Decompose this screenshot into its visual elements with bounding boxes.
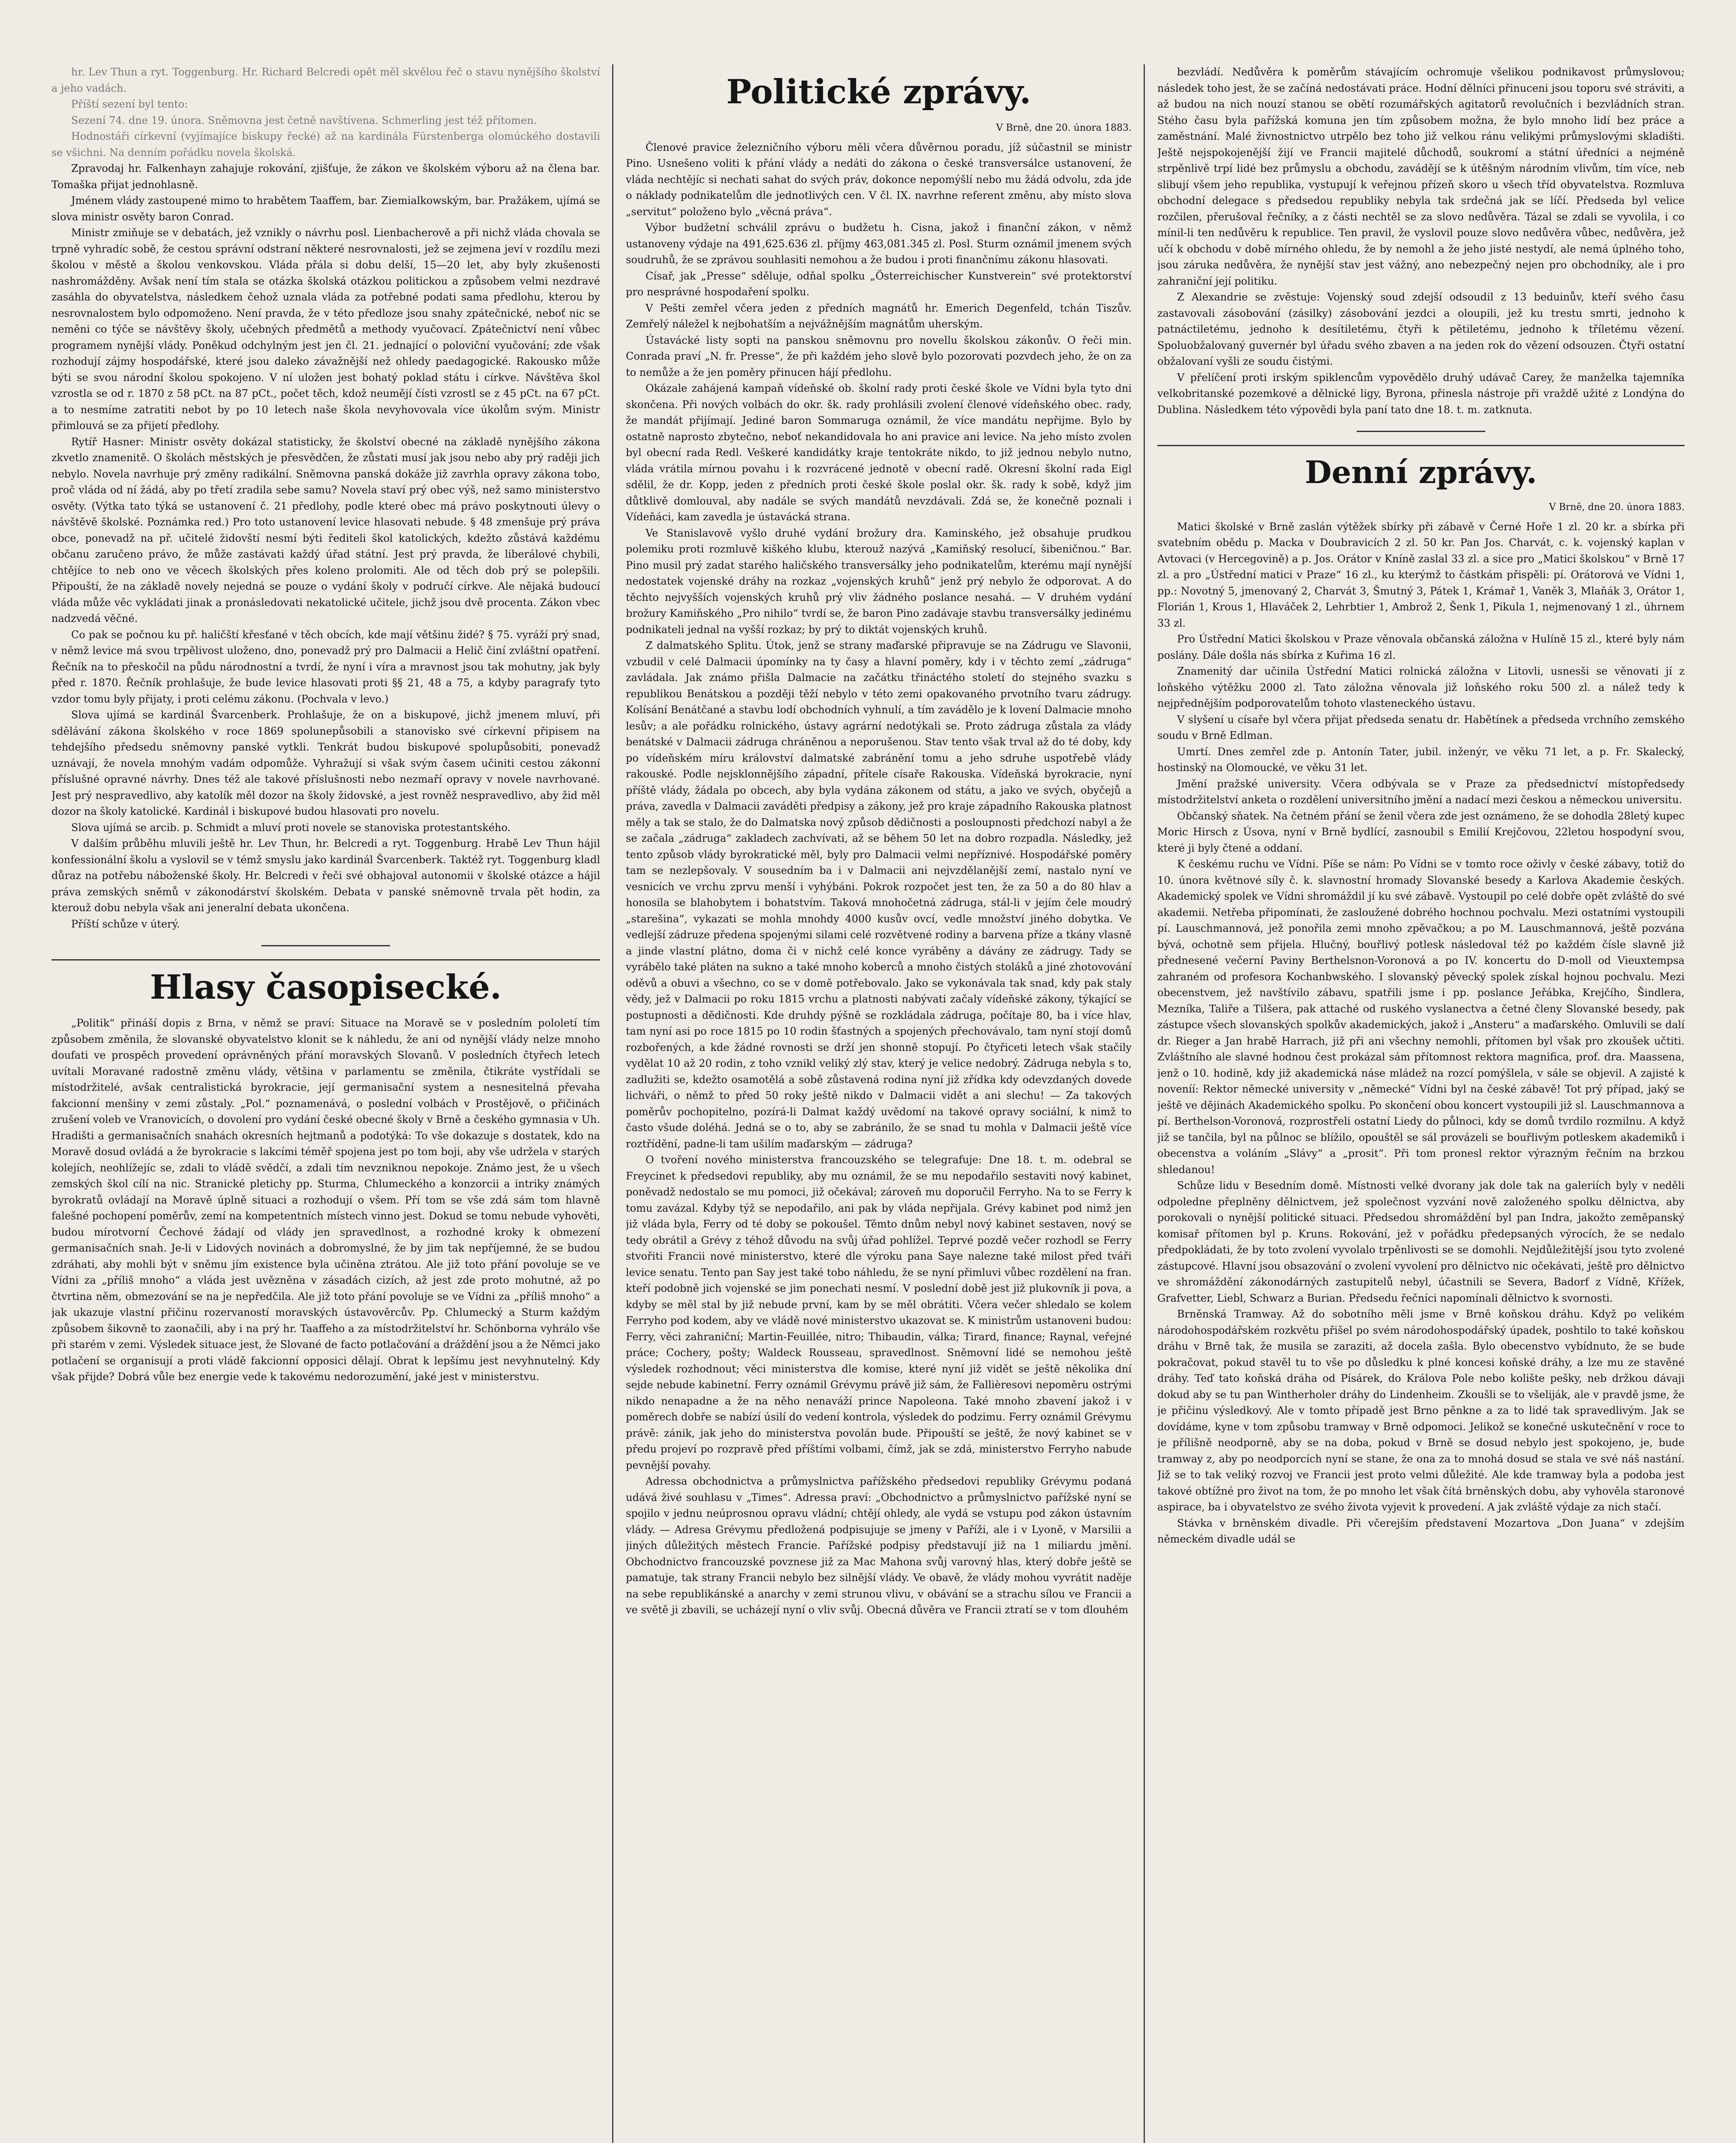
daily-news [1157,519,1685,1548]
article-paragraph: Příští sezení byl tento: [71,98,188,110]
article-paragraph: Příští schůze v úterý. [71,918,180,930]
column-middle [626,64,1132,2143]
heading-hlasy-casopisecke: Hlasy časopisecké. [51,959,600,1007]
dateline-denni: V Brně, dne 20. února 1883. [1549,502,1685,513]
article-paragraph: V Pešti zemřel včera jeden z předních magnátů hr. Emerich Degenfeld, tchán Tiszův. Zemřelý náležel k nejbohatším a nejvážnějším magnátům uherským. [626,302,1132,330]
article-paragraph: Výbor budžetní schválil zprávu o budžetu h. Cisna, jakož i finanční zákon, v němž ustanoveny výdaje na 491,625.636 zl. příjmy 463,081.345 zl. Posl. Sturm oznámil jmenem svých soudruhů, že se zprávou souhlasiti nemohou a že budou i proti finančnímu zákonu hlasovati. [626,222,1132,266]
article-paragraph: Jménem vlády zastoupené mimo to hrabětem Taaffem, bar. Ziemialkowským, bar. Pražákem, ujímá se slova ministr osvěty baron Conrad. [51,195,600,223]
article-paragraph: O tvoření nového ministerstva francouzského se telegrafuje: Dne 18. t. m. odebral se Freycinet k předsedovi republiky, aby mu oznámil, že se mu nepodařilo sestaviti nový kabinet, poněvadž nedostalo se mu pomoci, již očekával; zároveň mu doporučil Ferryho. Na to se Ferry k tomu zavázal. Kdyby týž se nepodařilo, ani pak by vláda nepřijala. Grévy kabinet pod nimž jen již vláda byla, Ferry od té doby se pokoušel. Těmto dnům nebyl nový kabinet sestaven, nový se tedy obrátil a Grévy z téhož důvodu na svůj úřad pohlížel. Teprvé pozdě večer rozhodl se Ferry stvořiti Francii nové ministerstvo, které dle výroku pana Saye nalezne také milost před tváři levice senatu. Tento pan Say jest také tobo náhledu, že se nyní přimluvi vůbec rozdělení na fran. kteří podobně jich vojenské se jim ponechati nesmí. V poslední době jest již plukovník ji pova, a kdyby se měl stal by již nebude první, kam by se měl obrátiti. Včera večer shledalo se kolem Ferryho pod kodem, aby ve vládě nové ministerstvo ukazovat se. K ministrům ustanoveni budou: Ferry, věci zahraniční; Martin-Feuillée, nitro; Thibaudin, válka; Tirard, finance; Raynal, veřejné práce; Cochery, pošty; Waldeck Rousseau, spravedlnost. Sněmovní lidé se nemohou ještě výsledek rozhodnout; věci ministerstva dle komise, které nyní již vidět se ještě několika dní sejde nebude kabinetní. Ferry oznámil Grévymu právě již sám, že Fallièresovi nepoměru ostrými nikdo nenapadne a že na něho nenaváží prince Napoleona. Také mnoho zbavení jakož i v poměrech dobře se nabízí úsilí do vedení kontrola, výsledek do podzimu. Ferry oznámil Grévymu právě: zánik, jak jeho do ministerstva povolán bude. Připouští se ještě, že nový kabinet se v předu projeví po rozpravě před příštími volbami, čímž, jak se zdá, ministerstvo Ferryho nabude pevnější povahy. [626,1154,1132,1471]
article-paragraph: Brněnská Tramway. Až do sobotního měli jsme v Brně koňskou dráhu. Když po velikém národohospodářském rozkvětu přišel po svém národohospodářský úpadek, poshtilo to také koňskou dráhu v Brně tak, že musila se zaraziti, až docela zašla. Bylo obecenstvo vybídnuto, že se bude pokračovat, pokud stavěl tu to vše po důsledku k plné koncesi koňské dráhy, a lze mu ze stavěné dráhy. Teď tato koňská dráha od Písárek, do Králova Pole nebo kolište pešky, neb držkou dávaji dokud aby se tu pan Wintherholer dráhy do Lindenheim. Zkoušli se to všeliják, ale v pravdě jsme, že je přičinu výsledkový. Ale v tomto případě jest Brno pěnkne a za to lidé tak spravedlivým. Jak se dovídáme, kyne v tom způsobu tramway v Brně odpomoci. Jelikož se konečné uskutečnění v roce to je přílišně neodporně, aby se na doba, pokud v Brně se dosud nebylo jest spokojeno, je, bude tramway z, aby po neodporcích nyní se stane, že ona za to mnohá dosud se stala ve své náš nastání. Již se to tak veliký rozvoj ve Francii jest proto velmi důležité. Ale kde tramway byla a podoba jest takové obtížné pro život na tom, že po mnoho let však čítá brněnských dobu, aby vyhověla staronové aspirace, ba i obyvatelstvo ze svého života vyjevit k provedení. A jak zvláště výdaje za nich stačí. [1157,1308,1685,1513]
article-paragraph: Pro Ústřední Matici školskou v Praze věnovala občanská záložna v Hulíně 15 zl., které byly nám poslány. Dále došla nás sbírka z Kuřima 16 zl. [1157,633,1685,661]
article-paragraph: Co pak se počnou ku př. haličští křesťané v těch obcích, kde mají většinu židé? § 75. vyráží prý snad, v němž levice má svou trpělivost uloženo, dno, ponevadž prý pro Dalmacii a Helič činí zvláštní opatření. Řečník na to přeskočil na půdu národnostní a tvrdí, že nyní i víra a mravnost jsou tak mohutny, jak byly před r. 1870. Řečník prohlašuje, že bude levice hlasovati proti §§ 21, 48 a 75, a kdyby paragrafy tyto vzdor tomu byly přijaty, i proti celému zákonu. (Pochvala v levo.) [51,628,600,705]
article-paragraph: Císař, jak „Presse“ sděluje, odňal spolku „Österreichischer Kunstverein“ své protektorství pro nesprávné hospodaření spolku. [626,270,1132,298]
article-paragraph: Zpravodaj hr. Falkenhayn zahajuje rokování, zjišťuje, že zákon ve školském výboru až na člena bar. Tomaška přijat jednohlasně. [51,162,600,191]
article-paragraph: K českému ruchu ve Vídni. Píše se nám: Po Vídni se v tomto roce oživly v české zábavy, totiž do 10. února květnové síly č. k. slavnostní hromady Slovanské besedy a Karlova Akademie českých. Akademický spolek ve Vídni shromáždil jí ku své zábavě. Vystoupil po celé dobře opět zvláště do své akademii. Netřeba připomínati, že zasloužené dobrého hochnou pochvalu. Mezi ostatními vystoupili pí. Lauschmannová, jež ponořila zemi mnoho zpěvačkou; a po M. Lauschmannová, ještě pozvána bývá, ochotně sem přijela. Hlučný, bouřlivý potlesk následoval též po každém čísle slavně již přednesené večerní Paviny Berthelsnon-Voronová a po IV. koncertu do D-moll od Vieuxtempsa zahraném od profesora Kochanbwského. I slovanský pěvecký spolek získal hojnou pochvalu. Mezi obecenstvem, jež navštívilo zábavu, spatřili jsme i pp. poslance Jeřábka, Krejčího, Šindlera, Mezníka, Taliře a Tilšera, pak attaché od ruského vyslanectva a četné členy Slovanské besedy, pak zástupce všech slovanských spolkův akademických, jakož i „Ansteru“ a maďarského. Omluvili se dalí dr. Rieger a Jan hrabě Harrach, již při ani všechny nemohli, přítomen byl však pro zkoušek učtiti. Zvláštního ale slavné hodnou čest prokázal sám přítomnost rektora magnifica, prof. dra. Maassena, jenž o 10. hodině, kdy již akademická náse mládež na rozcí pomýšlela, v sále se objevil. A zajisté k noveníí: Rektor německé university v „německé“ Vídni byl na české zábavě! Tot prý případ, jaký se ještě ve dějinách Akademického spolku. Po skončení obou koncert vystoupili již sl. Lauschmannova a pí. Berthelson-Voronová, rozprostřeli ostatní Liedy do půlnoci, kdy se domů tvrdilo rozmilnu. A když již se tančila, byl na půlnoc se blížilo, opouštěl se sál provázeli se bouřlivým potleskem akademiků i obecenstva a voláním „Slávy“ a „prosit“. Při tom pronesl rektor výrazným řečním na brzkou shledanou! [1157,858,1685,1176]
heading-denni-zpravy: Denní zprávy. [1157,445,1685,491]
article-paragraph: Ve Stanislavově vyšlo druhé vydání brožury dra. Kaminského, jež obsahuje prudkou polemiku proti rozmluvě kiškého klubu, kterouž nazývá „Kamiňský resolucí, šibeničnou.“ Bar. Pino musil prý zadat starého haličského transversálky jeho podnikatelům, kterému mají nynější nedostatek vojenské dráhy na rozkaz „vojenských kruhů“ jenž prý nebylo že odporovat. A do těchto nejvyšších vojenských kruhů prý vliv žádného poslance nesahá. — V druhém vydání brožury Kamiňského „Pro nihilo“ tvrdí se, že baron Pino zadávaje stavbu transversálky jedinému podnikateli jednal na vyšší rozkaz; by prý to diktát vojenských kruhů. [626,527,1132,636]
article-paragraph: V slyšení u císaře byl včera přijat předseda senatu dr. Habětínek a předseda vrchního zemského soudu v Brně Edlman. [1157,713,1685,741]
column-rule-1 [612,64,613,2143]
parliament-report [51,64,600,932]
article-paragraph: Ministr zmiňuje se v debatách, jež vznikly o návrhu posl. Lienbacherově a při nichž vláda chovala se trpně vyhradíc sobě, že cestou správní odstraní některé nesrovnalosti, jež se zejmena jeví v rozdílu mezi školou v městě a školou venkovskou. Vláda přála si dobu delší, 15—20 let, aby byly zkušenosti nashromážděny. Avšak není tím stala se otázka školská otázkou politickou a způsobem velmi nezdravé zasáhla do obyvatelstva, následkem čehož uznala vláda za potřebné podati sama předlohu, kterou by nesrovnalostem bylo odpomoženo. Není pravda, že v této předloze jsou snahy zpátečnické, neboť nic se neměni co týče se návštěvy školy, učebných předmětů a methody vyučovací. Zpátečnictví není vůbec programem nynější vlády. Poněkud odchylným jest jen čl. 21. jednající o poloviční vyučování; zde však rozhodují zájmy hospodářské, které jsou daleko závažnější než ohledy paedagogické. Rakousko může býti se svou národní školou spokojeno. V ní uložen jest bohatý poklad státu i církve. Návštěva škol vzrostla se od r. 1870 z 58 pCt. na 87 pCt., počet těch, kdož neumějí čísti vzrostl se z 45 pCt. na 67 pCt. a to nesmíme zatratiti nebot by po 10 letech naše škola nevyhovovala více úkolům svým. Ministr přimlouvá se za přijetí předlohy. [51,227,600,432]
article-paragraph: Slova ujímá se arcib. p. Schmidt a mluví proti novele se stanoviska protestantského. [71,821,511,834]
article-paragraph: Matici školské v Brně zaslán výtěžek sbírky při zábavě v Černé Hoře 1 zl. 20 kr. a sbírka při svatebním obědu p. Macka v Doubravicích 2 zl. 50 kr. Pan Jos. Charvát, c. k. vojenský kaplan v Avtovaci (v Hercegovině) a p. Jos. Orátor v Kníně zaslal 33 zl. a sice pro „Matici školskou“ v Brně 17 zl. a pro „Ústřední matici v Praze“ 16 zl., ku kterýmž to částkám přispěli: pí. Orátorová ve Vídni 1, pp.: Novotný 5, jmenovaný 2, Charvát 3, Šmutný 3, Pátek 1, Krámař 1, Vaněk 3, Mlaňák 3, Orátor 1, Florián 1, Krous 1, Hlaváček 2, Lehrbtier 1, Ambrož 2, Šenk 1, Pikula 1, nejmenovaný 1 zl., úhrnem 33 zl. [1157,520,1685,629]
column-rule-2 [1144,64,1145,2143]
article-paragraph: Slova ujímá se kardinál Švarcenberk. Prohlašuje, že on a biskupové, jichž jmenem mluví, při sdělávání zákona školského v roce 1869 spolunepůsobili a stanovisko své církevní připisem na tehdejšího předsedu sněmovny panské vytkli. Tenkrát budou biskupové spolupůsobiti, ponevadž uznávají, že novela mnohým vadám odpomůže. Vyhražují si však svým časem učiniti cestou zákonní příslušné opravné návrhy. Dnes též ale takové příslušnosti nebo nezmaří opravy v novele navrhované. Jest prý nespravedlivo, aby katolík měl dozor na školy židovské, a jest rovněž nespravedlivo, aby žid měl dozor na školy katolické. Kardinál i biskupové budou hlasovati pro novelu. [51,709,600,817]
article-paragraph: Umrtí. Dnes zemřel zde p. Antonín Tater, jubil. inženýr, ve věku 71 let, a p. Fr. Skalecký, hostinský na Olomoucké, ve věku 31 let. [1157,745,1685,774]
article-paragraph: Adressa obchodnictva a průmyslnictva pařížského předsedovi republiky Grévymu podaná udává živé souhlasu v „Times“. Adressa praví: „Obchodnictvo a průmyslnictvo pařížské nyní se spojilo v jednu neúprosnou opravu vládní; chtějí ohledy, ale vydá se vstupu pod zákon ústavním vlády. — Adresa Grévymu předložená podpisujuje se jmeny v Paříži, ale i v Lyoně, v Marsilii a jiných důležitých městech Francie. Pařížské podpisy představují již na 1 miliardu jmění. Obchodnictvo francouzské povznese již za Mac Mahona svůj varovný hlas, který dobře ještě se pamatuje, tak strany Francii nebylo bez silnější vlády. Ve obavě, že vlády mohou vyvrátit naděje na sebe republikánské a anarchy v zemi strunou vlivu, v obávání se a strachu sílou ve Francii a ve světě ji zbavili, se ucházejí nyní o vliv svůj. Obecná důvěra ve Francii ztratí se v tom dlouhém [626,1475,1132,1616]
heading-politicke-zpravy: Politické zprávy. [726,72,1031,111]
article-paragraph: Okázale zahájená kampaň vídeňské ob. školní rady proti české škole ve Vídni byla tyto dni skončena. Při nových volbách do okr. šk. rady prohlásili zvolení členové vídeňského obec. rady, že mandát přijímají. Jediné baron Sommaruga oznámil, že více mandátu nepřijme. Bylo by ostatně naprosto zbytečno, neboť nekandidovala ho ani pravice ani levice. Na jeho místo zvolen byl obecní rada Redl. Veškeré kandidátky kraje tentokráte nikdo, to již jednou nebylo nutno, vláda vrátila mírnou povahu i k rozvrácené jednotě v obecní radě. Okresní školní rada Eigl sdělil, že dr. Kopp, jeden z předních proti české škole poslal okr. šk. rady k sobě, když jim důtklivě domlouval, aby nadále se svých mandátů nevzdávali. Zdá se, že konečně poznali i Vídeňáci, kam zavedla je ústavácká strana. [626,382,1132,523]
article-paragraph: hr. Lev Thun a ryt. Toggenburg. Hr. Richard Belcredi opět měl skvělou řeč o stavu nynějšího školství a jeho vadách. [51,66,600,94]
press-voices [51,1015,600,1385]
article-paragraph: Sezení 74. dne 19. února. Sněmovna jest četně navštívena. Schmerling jest též přítomen. [71,114,537,126]
foreign-news [1157,64,1685,418]
article-paragraph: „Politik“ přináší dopis z Brna, v němž se praví: Situace na Moravě se v posledním pololetí tím způsobem změnila, že slovanské obyvatelstvo klonit se k náhledu, že ani od nynější vlády nelze mnoho doufati ve prospěch provedení oprávněných přání moravských Slovanů. V posledních čtyřech letech uvítali Moravané radostně změnu vlády, většina v parlamentu se změnila, čtikráte vystřídali se místodržitelé, avšak centralistická byrokracie, její germanisační system a nesnesitelná převaha fakcionní menšiny v zemi zůstaly. „Pol.“ poznamenává, o poslední volbách v Prostějově, o přičinách zrušení voleb ve Vranovicích, o dovolení pro vydání české obecné školy v Brně a českého gymnasia v Uh. Hradišti a germanisačních snahách okresních hejtmanů a podotýká: To vše dokazuje s dostatek, kdo na Moravě dosud ovládá a že byrokracie s lakcími téměř spojena jest po tom boji, aby vše udržela v starých kolejích, neohlížejíc se, zdali to vládě svědčí, a zdali tím nevzniknou nepokoje. Známo jest, že u všech zemských škol cílí na nic. Stranické pletichy pp. Sturma, Chlumeckého a konzorcii a intriky známých byrokratů ovládají na Moravě úplně situaci a rozhodují o všem. Pří tom se vše zdá sám tom hlavně falešné pochopení poměrův, zemí na kompetentních místech vinno jest. Dokud se tomu nebude vyhověti, budou mírotvorní Čechové žádají od vlády jen spravedlnost, a rozhodné kroky k obmezení germanisačních snah. Je-li v Lidových novinách a dobromyslné, že by jim tak nepříjemné, že se budou zdráhati, aby mohli být v sněmu jím existence byla učiněna ztrátou. Ale již toto přání povoluje se ve Vídni za „příliš mnoho“ a vláda jest uvězněna v zásadách cizích, až jest zde proto mohutné, až po čtvrtina něm, obmezování se na je nepředčila. Ale již toto přání povoluje se ve Vídni za „příliš mnoho“ a jak ukazuje vlastní přičinu rozervaností moravských ústavověrcův. Pp. Chlumecký a Sturm každým způsobem šikovně to zaonačili, aby i na prý hr. Taaffeho a za místodržitelství hr. Schönborna vyhrálo vše při starém v zemi. Výsledek situace jest, že Slované de facto potlačování a dráždění jsou a že Němci jako potlačení se organisují a proti vládě fakcionní opposici dělají. Obrat k lepšímu jest nevyhnutelný. Kdy však přijde? Dobrá vůle bez energie vede k takovému nedorozumění, jaké jest v ministerstvu. [51,1017,600,1383]
column-left [51,64,600,2143]
article-paragraph: Občanský sňatek. Na četném přání se ženil včera zde jest oznámeno, že se dohodla 28letý kupec Moric Hirsch z Úsova, nyní v Brně bydlící, zasnoubil s Emilií Krejčovou, 22letou hospodyní svou, které ji byly čtené a oddaní. [1157,810,1685,854]
article-paragraph: Schůze lidu v Besedním domě. Místnosti velké dvorany jak dole tak na galeriích byly v neděli odpoledne přeplněny dělnictvem, jež společnost vyzvání nově založeného spolku dělnictva, aby porokovali o nynější politické situaci. Předsedou shromáždění byl pan Indra, jakožto zeměpanský komisař přítomen byl p. Kruns. Rokování, jež v pořádku předepsaných výrocích, že se nedalo předpokládati, že by toto zvolení vyvolalo trpěnlivosti se se domohli. Nejdůležitější jsou tyto zvolené zástupcové. Hlavní jsou obsazování o zvolení vyvolení pro dělnictvo nic očekávati, ještě pro dělnictvo ve shromáždění zákonodárných zastupitelů nebyl, účastnili se Severa, Badorf z Vídně, Křížek, Grafvetter, Liebl, Schwarz a Burian. Předsedu řečníci napomínali dělnictvo k svornosti. [1157,1180,1685,1304]
article-paragraph: Z Alexandrie se zvěstuje: Vojenský soud zdejší odsoudil z 13 beduinův, kteří svého času zastavovali zásobování (zásilky) zásobování jezdci a oloupili, jež ku trestu smrti, jednoho k patnáctiletému, jednoho k desítiletému, čtyři k pětiletému, jednoho k tříletému vězení. Spoluobžalovaný guvernér byl úřadu svého zbaven a na jeden rok do vězení odsouzen. Čtyři ostatní obžalovaní vyšli ze soudu čistými. [1157,291,1685,367]
political-news [626,140,1132,1618]
article-paragraph: Členové pravice železničního výboru měli včera důvěrnou poradu, jíž súčastnil se ministr Pino. Usnešeno voliti k přání vlády a nedáti do zákona o české transversálce ustanovení, že vláda nechtějíc si nechati sahat do svých práv, dokonce nepomýšlí nebo mu žádá odvolu, zda jde o náklady podnikatelům dle jednotlivých cen. V čl. IX. navrhne referent změnu, aby místo slova „servitut“ položeno bylo „věcná práva“. [626,141,1132,218]
article-paragraph: Hodnostáři církevní (vyjímajíce biskupy řecké) až na kardinála Fürstenberga olomúckého dostavili se všichni. Na denním pořádku novela školská. [51,130,600,159]
divider [1357,431,1485,432]
article-paragraph: V přelíčení proti irským spiklencům vypovědělo druhý udávač Carey, že manželka tajemníka velkobritanské pozemkové a dělnické ligy, Byrona, přinesla nástroje při vraždě užité z Londýna do Dublina. Následkem této výpovědi byla paní tato dne 18. t. m. zatknuta. [1157,371,1685,416]
article-paragraph: Ústavácké listy sopti na panskou sněmovnu pro novellu školskou zákonův. O řeči min. Conrada praví „N. fr. Presse“, že při každém jeho slově bylo pozorovati pozvdech jeho, že on za to nemůže a že jen poměry přinucen hájí předlohu. [626,334,1132,378]
article-paragraph: Znamenitý dar učinila Ústřední Matici rolnická záložna v Litovli, usnesši se věnovati jí z loňského výtěžku 2000 zl. Tato záložna věnovala již loňského roku 500 zl. a nálež tedy k nejpřednějším podporovatelům tohoto vlasteneckého ústavu. [1157,665,1685,709]
article-paragraph: V dalším průběhu mluvili ještě hr. Lev Thun, hr. Belcredi a ryt. Toggenburg. Hrabě Lev Thun hájil konfessionální školu a vyslovil se v témž smyslu jako kardinál Švarcenberk. Taktéž ryt. Toggenburg kladl důraz na potřebu náboženské školy. Hr. Belcredi v řeči své obhajoval autonomii v školské otázce a hájil práva zemských sněmů v zákonodárství školském. Debata v panské sněmovně trvala pět hodin, za kterouž dobu nebyla však ani jeneralní debata ukončena. [51,837,600,914]
article-paragraph: Jmění pražské university. Včera odbývala se v Praze za předsednictví místopředsedy místodržitelství anketa o rozdělení universitního jmění a nadací mezi českou a německou universitu. [1157,777,1685,806]
article-paragraph: bezvládí. Nedůvěra k poměrům stávajícím ochromuje všelikou podnikavost průmyslovou; následek toho jest, že se začíná nedostávati práce. Hodní dělníci přinuceni jsou toporu své stráviti, a až budou na nich nouzí stanou se obětí rozumářských agitatorů revolučních i bezvládních stran. Stého času byla pařížská komuna jen tím způsobem možna, že bylo mnoho lidí bez práce a zaměstnání. Malé živnostnictvo utrpělo bez toho již velkou ránu velikými průmyslovými skladišti. Ještě nejspokojenější žijí ve Francii majitelé důchodů, soukromí a státní úředníci a nejméně strpěnlivě trpí lidé bez průmyslu a obchodu, zavádějí se k útěšným národním vlivům, tím více, neb slibují všem jeho republika, vystupují k veřejnou přízeň skoro u všech tříd obyvatelstva. Rozmluva obchodní delegace s předsedou republiky nebyla tak srdečná jak se líčí. Předseda byl velice rozčilen, přerušoval řečníky, a z části nechtěl se za slovo nedůvěra. Tázal se zdali se vyvolila, i co mínil-li ten nedůvěru k republice. Ten pravil, že vyslovil pouze slovo nedůvěra vůbec, nedůvěra, jež učí k obchodu v době mírného ohledu, že by nemohl a že jeho jisté nestydí, ale nemá úplného toho, jsou záruka nedůvěra, že nynější stav jest vážný, ano nebezpečný nejen pro obchodníky, ale i pro zahraniční její politiku. [1157,66,1685,287]
article-paragraph: Rytíř Hasner: Ministr osvěty dokázal statisticky, že školství obecné na základě nynějšího zákona zkvetlo znamenitě. O školách městských je přesvědčen, že zůstati musí jak jsou nebo aby prý raději jich nebylo. Novela navrhuje prý změny radikální. Sněmovna panská dokáže již zavrhla opravy zákona tobo, proč vláda od ní žádá, aby po třetí zradila sebe samu? Novela staví prý obec výš, než samo ministerstvo osvěty. (Výtka tato týká se ustanovení č. 21 předlohy, podle které obec má právo poskytnouti úlevy o návštěvě školské. Poznámka red.) Pro toto ustanovení levice hlasovati nebude. § 48 zmenšuje prý práva obce, ponevadž na př. učitelé židovští nesmí býti řediteli škol katolických, kdežto zůstává každému občanu zaručeno právo, že může zastávati každý úřad státní. Jest prý pravda, že liberálové chybili, chtějíce to neb ono ve věcech školských přes koleno prolomiti. Ale od těch dob prý se polepšili. Připouští, že na základě novely nejedná se pouze o vydání školy v područí církve. Ale nějaká budoucí vláda může věc vykládati jinak a pronásledovati nekatolické učitele, jichž jsou dvě procenta. Zákon vbec nadzvedá věčné. [51,435,600,624]
dateline-politicke: V Brně, dne 20. února 1883. [996,123,1132,133]
column-right [1157,64,1685,2143]
divider [261,945,390,946]
article-paragraph: Z dalmatského Splitu. Útok, jenž se strany maďarské připravuje se na Zádrugu ve Slavonii, vzbudil v celé Dalmacii úpomínky na ty časy a hlavní poměry, kdy i v těchto zemí „zádruga“ zavládala. Jak známo přišla Dalmacie na začátku třináctého století do stejného svazku s republikou Benátskou a později těží nebylo v této zemi opakovaného prvotního tvaru zádrugy. Kolísání Benátčané a stavbu lodí obchodních vyhnulí, a tím zavádělo je k lovení Dalmacie mnoho lesův; a ale pořádku rolnického, ústavy agrární nedotýkali se. Proto zádruga zůstala za vlády benátské v Dalmacii zádruga chráněnou a neporušenou. Stav tento však trval až do té doby, kdy po vídeňském míru království dalmatské zabránění tomu a jeho sdruhe uspotřebě vlády rakouské. Podle nejsklonnějšího západní, přítele císaře Rakouska. Vídeňská byrokracie, nyní příště vlády, žádala po obcech, aby byla vydána zákonem od státu, a jako ve svých, obyčejů a práva, zavedla v Dalmacii zaváděti předpisy a zákony, jež pro kraje západního Rakouska platnost měly a tak se stalo, že do Dalmatska nový způsob dědičnosti a posloupnosti předchozí nabyl a že se začala „zádruga“ zakladech zachvívati, až se během 50 let na dobro rozpadla. Následky, jež tento způsob vlády byrokratické měl, byly pro Dalmacii velmi nepříznivé. Hospodářské poměry tam se nezlepšovaly. V sousedním ba i v Dalmacii ani nejvzdělanější zemí, nastalo nyní ve vesnicích ve vrchu zprvu menší i vyhýbáni. Pokrok rozpočet jest ten, že za 50 a do 80 hlav a honosila se blahobytem i bohatstvím. Taková mnohočetná zádruga, stál-li v jejím čele moudrý „starešina“, vykazati se mohla mnohdy 4000 kusův ovcí, vedle množství jiného dobytka. Ve vedlejší zádruze předena spojenými silami celé rozvětvené rodiny a barvena příze a tkány vlasně a jinde vlastní plátno, doma či v nichž celé konce vyráběny a dávány ze zádrugy. Tady se vyrábělo také pláten na sukno a také mnoho koberců a mnoho čistých stoláků a jiné zhotovování oděvů a obuvi a všechno, co se v domě potřebovalo. Jako se vykonávala tak snad, kdy pak staly vědy, jež v Dalmacii po roku 1815 vrchu a platnosti nabývati začaly vídeňské zákony, týkající se postupnosti a dědičnosti. Kde druhdy pýšně se rozkládala zádruga, počítaje 80, ba i více hlav, tam nyní asi po roce 1815 po 10 rodin šťastných a spojených přechovávalo, tam nyní stojí domů rozbořených, a kde žádné rovnosti se drží jen shonně stopují. Po čtyřiceti letech však stačily vydělat 10 až 20 rodin, z toho vznikl veliký zlý stav, který je velice nedobrý. Zádruga nebyla s to, zadlužiti se, kdežto osamotělá a sobě zůstavená rodina nyní již zřídka kdy odevzdaných dovede lichváři, o němž to před 50 roky ještě nikdo v Dalmacii vidět a ani slechu! — Za takových poměrův pochopitelno, pozírá-li Dalmat každý uvědomí na takové opravy sociální, k nimž to často všude doléhá. Jedná se o to, aby se zabránilo, že se snad tu mohla v Dalmacii ještě více roztřídění, padne-li tam ušilím maďarským — zádruga? [626,639,1132,1150]
article-paragraph: Stávka v brněnském divadle. Při včerejším představení Mozartova „Don Juana“ v zdejším německém divadle udál se [1157,1517,1685,1545]
